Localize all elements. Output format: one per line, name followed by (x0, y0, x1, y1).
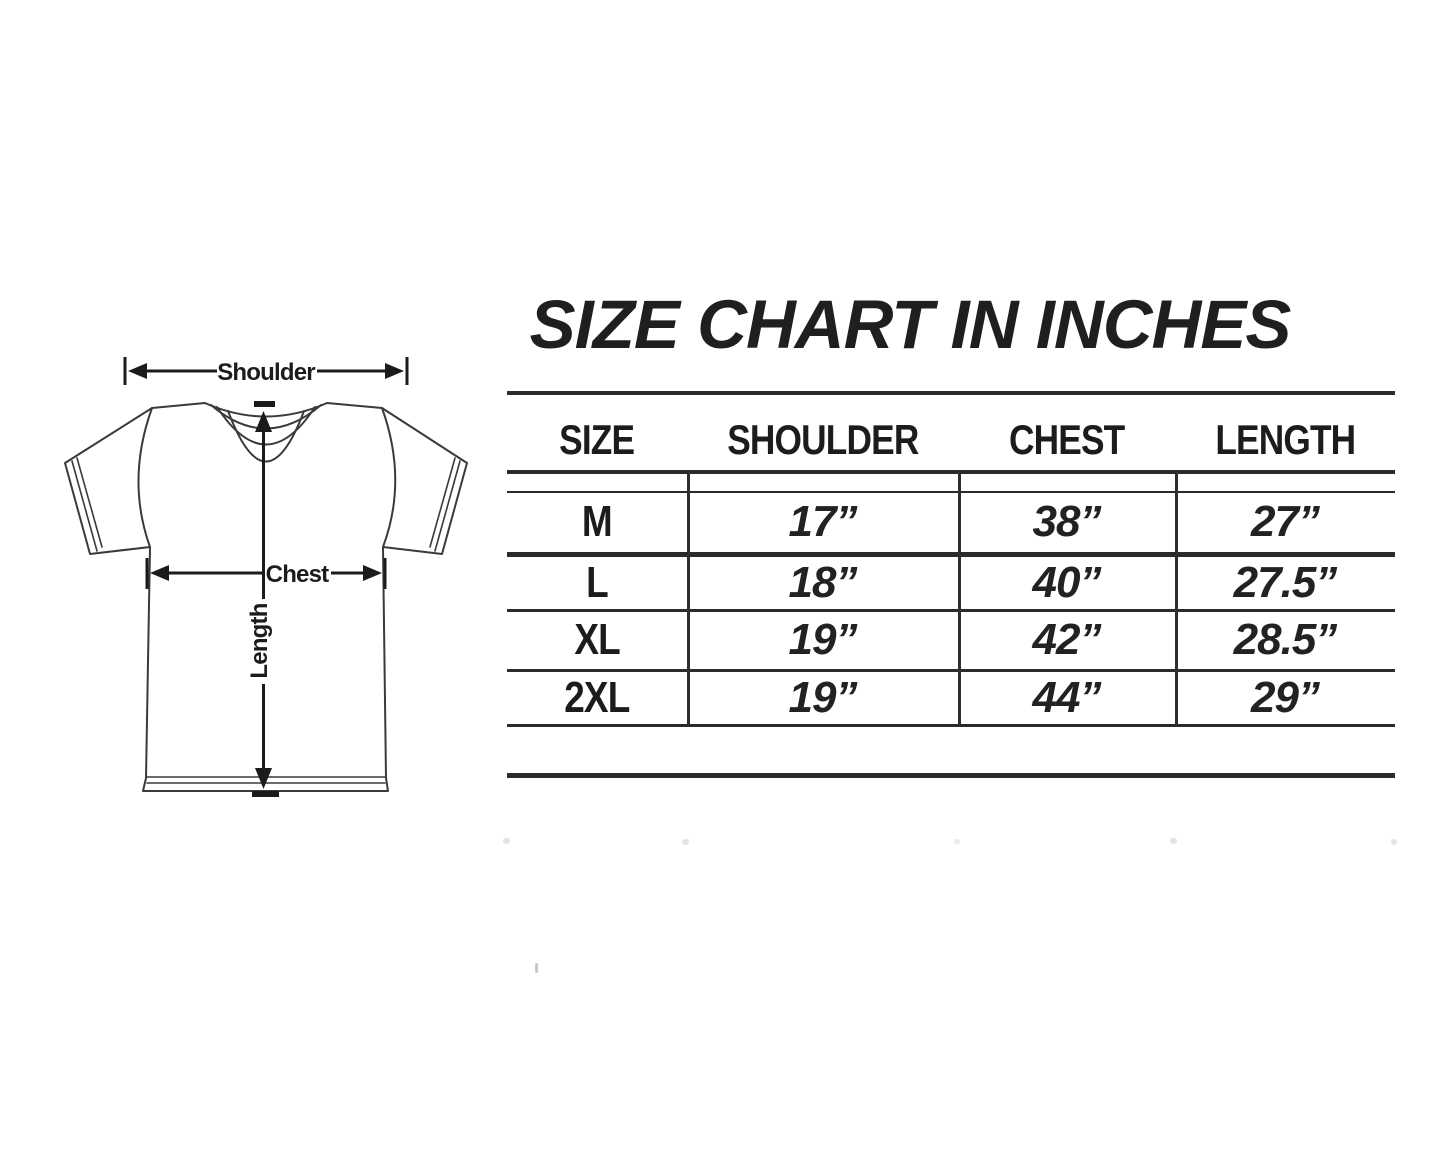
shoulder-cell: 17” (788, 497, 857, 546)
length-label: Length (246, 603, 273, 679)
chest-cell: 40” (1032, 557, 1101, 607)
chest-cell: 42” (1032, 615, 1101, 664)
page-title: SIZE CHART IN INCHES (529, 286, 1291, 363)
table-rule (507, 773, 1395, 778)
table-row (507, 672, 1395, 723)
shoulder-cell: 18” (788, 557, 857, 607)
size-cell: L (586, 557, 608, 607)
faded-mark (503, 838, 510, 844)
faded-mark (954, 839, 960, 844)
header-shoulder: SHOULDER (726, 416, 919, 463)
table-rule (507, 470, 1395, 474)
header-size: SIZE (559, 416, 635, 463)
header-length: LENGTH (1215, 416, 1355, 463)
table-header-row (507, 395, 1395, 470)
length-cell: 27” (1251, 497, 1319, 546)
size-cell: 2XL (564, 672, 630, 722)
table-row (507, 557, 1395, 608)
size-cell: M (582, 497, 612, 546)
shoulder-cell: 19” (788, 672, 857, 722)
chest-label: Chest (265, 561, 329, 588)
length-cell: 29” (1251, 672, 1319, 722)
length-cell: 28.5” (1233, 615, 1337, 664)
shoulder-cell: 19” (788, 615, 857, 664)
faded-mark (1391, 839, 1397, 845)
print-speck (535, 963, 538, 973)
faded-mark (1170, 838, 1177, 844)
size-cell: XL (574, 615, 620, 664)
size-table (507, 391, 1395, 778)
length-cell: 27.5” (1233, 557, 1337, 607)
header-chest: CHEST (1008, 416, 1125, 463)
table-row (507, 493, 1395, 551)
table-rule (507, 724, 1395, 727)
table-row (507, 612, 1395, 668)
shoulder-label: Shoulder (217, 359, 315, 386)
faded-mark (682, 839, 689, 845)
chest-cell: 44” (1032, 672, 1101, 722)
chest-cell: 38” (1032, 497, 1101, 546)
